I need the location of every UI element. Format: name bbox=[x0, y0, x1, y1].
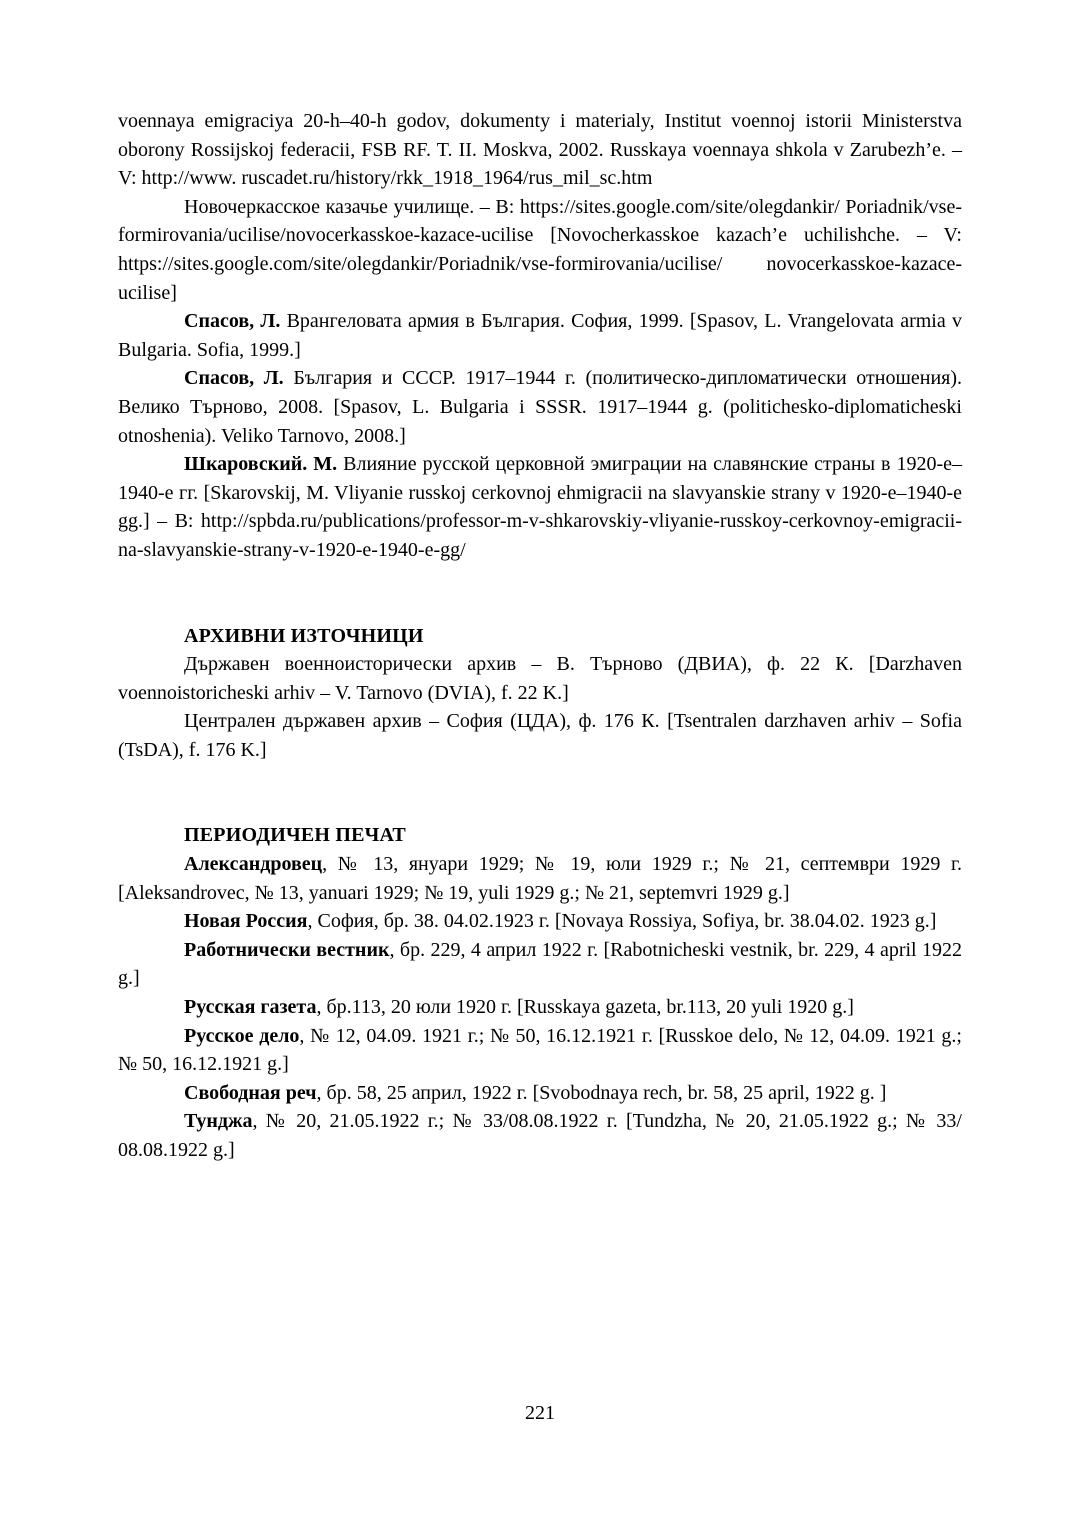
periodical-entry bbox=[118, 1107, 962, 1164]
periodical-entry bbox=[118, 993, 962, 1022]
entry-text: , бр.113, 20 юли 1920 г. [Russkaya gazeta, br.113, 20 yuli 1920 g.] bbox=[316, 996, 854, 1019]
entry-text: , София, бр. 38. 04.02.1923 г. [Novaya Rossiya, Sofiya, br. 38.04.02. 1923 g.] bbox=[307, 910, 937, 933]
entry-text: Врангеловата армия в България. София, 1999. [Spasov, L. Vrangelovata armia v Bulgaria. Sofia, 1999.] bbox=[118, 310, 962, 361]
periodical-entry bbox=[118, 936, 962, 993]
entry-text: Държавен военноисторически архив – В. Търново (ДВИА), ф. 22 К. [Darzhaven voennoistoricheski arhiv – V. Tarnovo (DVIA), f. 22 K.] bbox=[118, 653, 962, 704]
periodical-title: Александровец bbox=[184, 853, 323, 876]
entry-text: България и СССР. 1917–1944 г. (политическо-дипломатически отношения). Велико Търново, 2008. [Spasov, L. Bulgaria i SSSR. 1917–1944 g. (politichesko-diplomaticheski otnoshenia). Veliko Tarnovo, 2008.] bbox=[118, 367, 962, 447]
bibliography-entry bbox=[118, 193, 962, 307]
section-heading-archival-sources: АРХИВНИ ИЗТОЧНИЦИ bbox=[184, 624, 424, 647]
entry-text: , № 12, 04.09. 1921 г.; № 50, 16.12.1921 г. [Russkoe delo, № 12, 04.09. 1921 g.; № 50, 16.12.1921 g.] bbox=[118, 1024, 962, 1076]
bibliography-entry bbox=[118, 364, 962, 450]
periodical-title: Работнически вестник bbox=[184, 938, 390, 961]
entry-text: , бр. 229, 4 април 1922 г. [Rabotnicheski vestnik, br. 229, 4 april 1922 g.] bbox=[118, 938, 963, 990]
periodical-entry bbox=[118, 907, 962, 936]
bibliography-entry bbox=[118, 450, 962, 564]
periodical-title: Новая Россия bbox=[184, 910, 308, 933]
entry-text: , бр. 58, 25 април, 1922 г. [Svobodnaya rech, br. 58, 25 april, 1922 g. ] bbox=[316, 1081, 887, 1104]
entry-text: , № 13, януари 1929; № 19, юли 1929 г.; № 21, септември 1929 г. [Aleksandrovec, № 13, yanuari 1929; № 19, yuli 1929 g.; № 21, septemvri 1929 g.] bbox=[118, 853, 962, 904]
periodical-entry bbox=[118, 1022, 962, 1079]
bibliography-entry bbox=[118, 307, 962, 364]
entry-text: Централен държавен архив – София (ЦДА), ф. 176 К. [Tsentralen darzhaven arhiv – Sofia (TsDA), f. 176 K.] bbox=[118, 710, 962, 761]
periodical-entry bbox=[118, 850, 962, 907]
archival-entry bbox=[118, 650, 962, 707]
entry-author: Шкаровский. М. bbox=[184, 453, 338, 476]
periodical-title: Русское дело bbox=[184, 1024, 300, 1047]
periodical-title: Тунджа bbox=[184, 1110, 253, 1133]
section-heading-periodicals: ПЕРИОДИЧЕН ПЕЧАТ bbox=[184, 824, 406, 847]
archival-entry bbox=[118, 707, 962, 764]
bibliography-entry bbox=[118, 107, 962, 193]
entry-text: voennaya emigraciya 20-h–40-h godov, dokumenty i materialy, Institut voennoj istorii Ministerstva oborony Rossijskoj federacii, FSB RF. T. II. Moskva, 2002. Russkaya voennaya shkola v Zarubezh’e. – V: http://www. ruscadet.ru/history/rkk_1918_1964/rus_mil_sc.htm bbox=[118, 110, 962, 190]
entry-author: Спасов, Л. bbox=[184, 310, 281, 333]
entry-text: Новочеркасское казачье училище. – В: https://sites.google.com/site/olegdankir/ Poriadnik/vse-formirovania/ucilise/novocerkasskoe-kazace-ucilise [Novocherkasskoe kazach’e uchilishche. – V: https://sites.google.com/site/olegdankir/Poriadnik/vse-formirovania/ucilise/ novocerkasskoe-kazace-ucilise] bbox=[118, 195, 962, 304]
entry-author: Спасов, Л. bbox=[184, 367, 284, 390]
periodical-entry bbox=[118, 1079, 962, 1108]
page-number: 221 bbox=[525, 1402, 555, 1424]
entry-text: , № 20, 21.05.1922 г.; № 33/08.08.1922 г. [Tundzha, № 20, 21.05.1922 g.; № 33/ 08.08.1922 g.] bbox=[118, 1110, 962, 1161]
periodical-title: Свободная реч bbox=[184, 1081, 317, 1104]
entry-text: Влияние русской церковной эмиграции на славянские страны в 1920-е–1940-е гг. [Skarovskij, M. Vliyanie russkoj cerkovnoj ehmigracii na slavyanskie strany v 1920-e–1940-e gg.] – В: http://spbda.ru/publications/professor-m-v-shkarovskiy-vliyanie-russkoy-cerkovnoy-emigracii-na-slavyanskie-strany-v-1920-e-1940-e-gg/ bbox=[118, 453, 962, 561]
periodical-title: Русская газета bbox=[184, 996, 317, 1019]
